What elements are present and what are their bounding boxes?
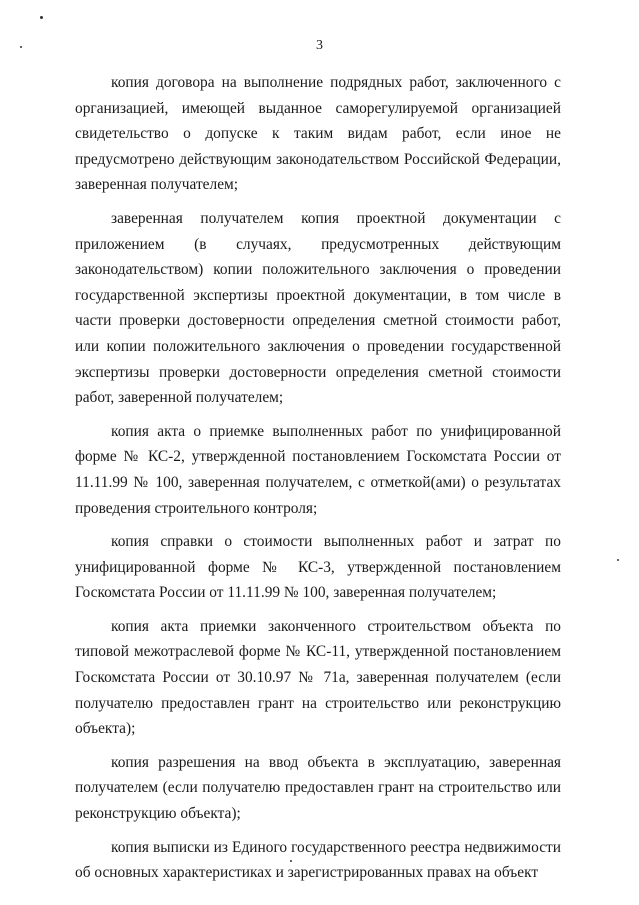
- document-body: [75, 70, 561, 894]
- scan-speck: [617, 559, 619, 561]
- paragraph-egrn-extract: копия выписки из Единого государственного реестра недвижимости об основных характеристиках и зарегистрированных правах на объект: [75, 838, 561, 882]
- paragraph-project-documentation: заверенная получателем копия проектной документации с приложением (в случаях, предусмотренных действующим законодательством) копии положительного заключения о проведении государственной экспертизы проектной документации, в том числе в части проверки достоверности определения сметной стоимости работ, или копии положительного заключения о проведении государственной экспертизы проверки достоверности определения сметной стоимости работ, заверенной получателем;: [75, 209, 561, 407]
- scan-speck: [290, 860, 292, 862]
- scan-speck: [20, 46, 22, 48]
- scan-speck: [40, 16, 43, 19]
- paragraph-ks3-certificate: копия справки о стоимости выполненных работ и затрат по унифицированной форме № КС-3, утвержденной постановлением Госкомстата России от 11.11.99 № 100, заверенная получателем;: [75, 533, 561, 602]
- paragraph-ks2-act: копия акта о приемке выполненных работ по унифицированной форме № КС-2, утвержденной постановлением Госкомстата России от 11.11.99 № 100, заверенная получателем, с отметкой(ами) о результатах проведения строительного контроля;: [75, 422, 561, 517]
- paragraph-commissioning-permit: копия разрешения на ввод объекта в эксплуатацию, заверенная получателем (если получателю предоставлен грант на строительство или реконструкцию объекта);: [75, 753, 561, 823]
- page-number: 3: [316, 38, 323, 53]
- paragraph-contract-copy: копия договора на выполнение подрядных работ, заключенного с организацией, имеющей выданное саморегулируемой организацией свидетельство о допуске к таким видам работ, если иное не предусмотрено действующим законодательством Российской Федерации, заверенная получателем;: [75, 74, 561, 194]
- paragraph-ks11-act: копия акта приемки законченного строительством объекта по типовой межотраслевой форме № КС-11, утвержденной постановлением Госкомстата России от 30.10.97 № 71а, заверенная получателем (если получателю предоставлен грант на строительство или реконструкцию объекта);: [75, 617, 561, 738]
